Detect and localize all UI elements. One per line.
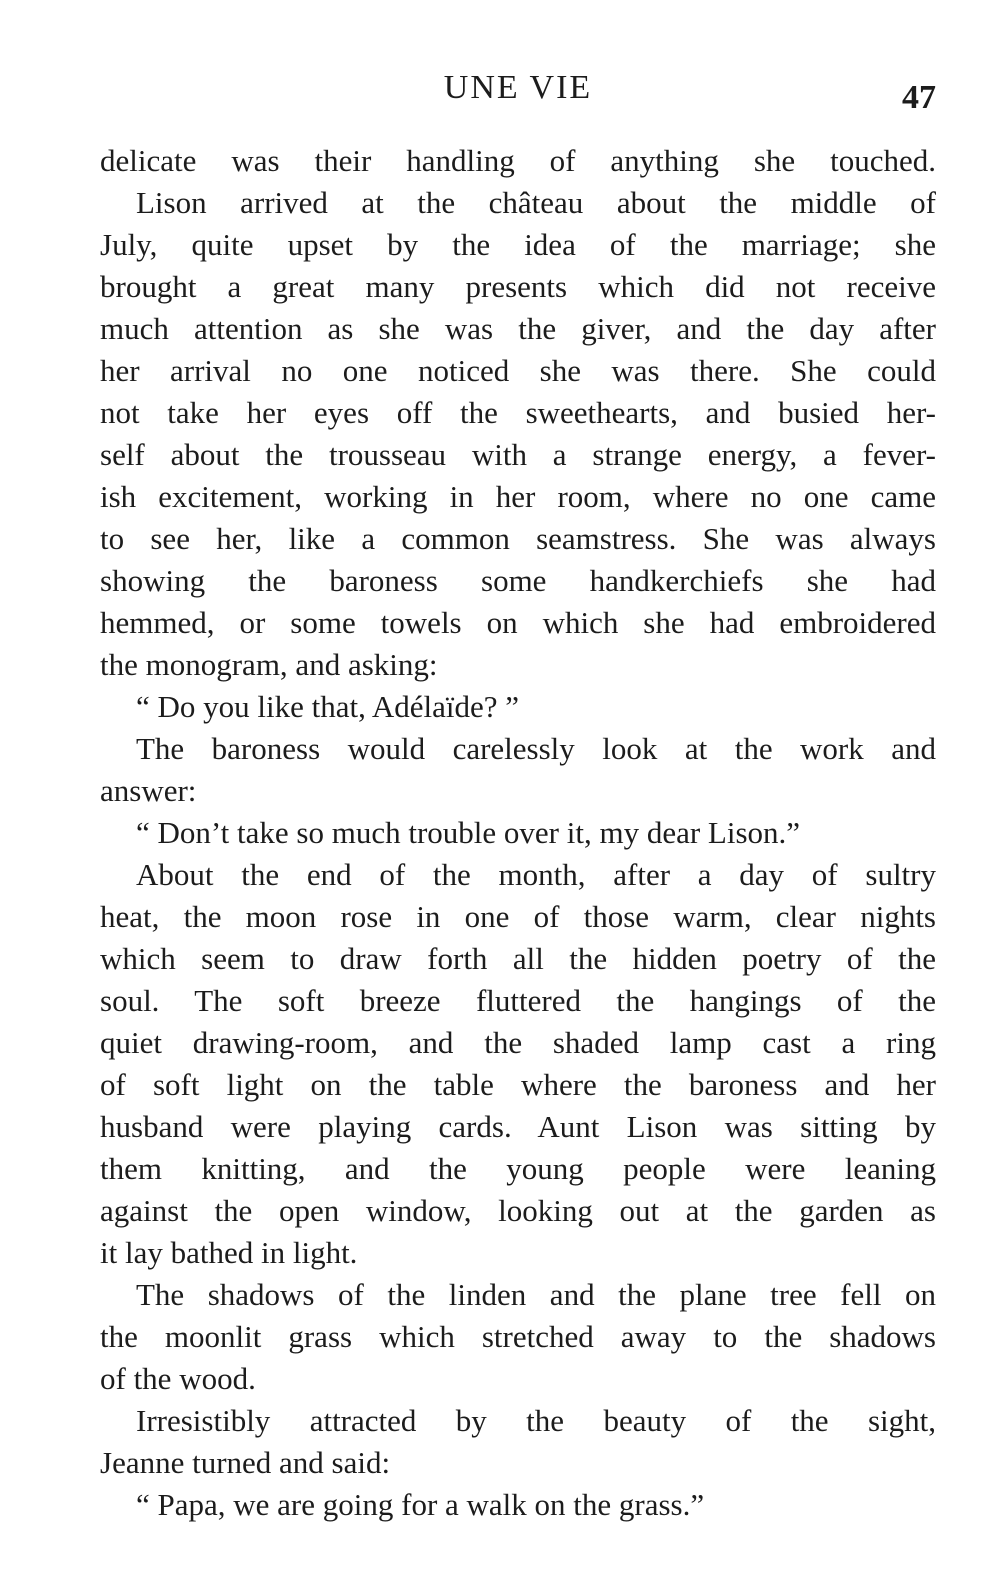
text-line: not take her eyes off the sweethearts, and busied her- bbox=[100, 395, 936, 430]
text-line: soul. The soft breeze fluttered the hangings of the bbox=[100, 983, 936, 1018]
text-line: of soft light on the table where the baroness and her bbox=[100, 1067, 936, 1102]
text-line: ish excitement, working in her room, where no one came bbox=[100, 479, 936, 514]
text-line: the moonlit grass which stretched away to the shadows bbox=[100, 1319, 936, 1354]
text-line: against the open window, looking out at the garden as bbox=[100, 1193, 936, 1228]
text-line: Irresistibly attracted by the beauty of the sight, bbox=[136, 1403, 936, 1438]
text-line: Lison arrived at the château about the middle of bbox=[136, 185, 936, 220]
text-line: much attention as she was the giver, and the day after bbox=[100, 311, 936, 346]
text-line: which seem to draw forth all the hidden poetry of the bbox=[100, 941, 936, 976]
text-line: The baroness would carelessly look at the work and bbox=[136, 731, 936, 766]
text-line: the monogram, and asking: bbox=[100, 647, 438, 682]
text-line: of the wood. bbox=[100, 1361, 256, 1396]
dialogue-line: “ Papa, we are going for a walk on the grass.” bbox=[136, 1487, 705, 1522]
running-head bbox=[100, 68, 936, 116]
dialogue-line: “ Do you like that, Adélaïde? ” bbox=[136, 689, 520, 724]
text-line: hemmed, or some towels on which she had embroidered bbox=[100, 605, 936, 640]
dialogue-line: “ Don’t take so much trouble over it, my dear Lison.” bbox=[136, 815, 801, 850]
text-line: quiet drawing-room, and the shaded lamp cast a ring bbox=[100, 1025, 936, 1060]
page-number: 47 bbox=[902, 79, 936, 116]
text-line: self about the trousseau with a strange energy, a fever- bbox=[100, 437, 936, 472]
text-line: it lay bathed in light. bbox=[100, 1235, 358, 1270]
text-line: husband were playing cards. Aunt Lison was sitting by bbox=[100, 1109, 936, 1144]
body-text bbox=[100, 140, 936, 1526]
text-line: answer: bbox=[100, 773, 197, 808]
text-line: heat, the moon rose in one of those warm, clear nights bbox=[100, 899, 936, 934]
text-line: them knitting, and the young people were leaning bbox=[100, 1151, 936, 1186]
running-title: UNE VIE bbox=[443, 69, 593, 106]
text-line: About the end of the month, after a day of sultry bbox=[136, 857, 936, 892]
text-line: delicate was their handling of anything she touched. bbox=[100, 143, 936, 178]
text-line: to see her, like a common seamstress. She was always bbox=[100, 521, 936, 556]
text-line: brought a great many presents which did not receive bbox=[100, 269, 936, 304]
text-line: Jeanne turned and said: bbox=[100, 1445, 391, 1480]
text-line: her arrival no one noticed she was there. She could bbox=[100, 353, 936, 388]
text-line: showing the baroness some handkerchiefs she had bbox=[100, 563, 936, 598]
text-line: The shadows of the linden and the plane tree fell on bbox=[136, 1277, 936, 1312]
text-line: July, quite upset by the idea of the marriage; she bbox=[100, 227, 936, 262]
